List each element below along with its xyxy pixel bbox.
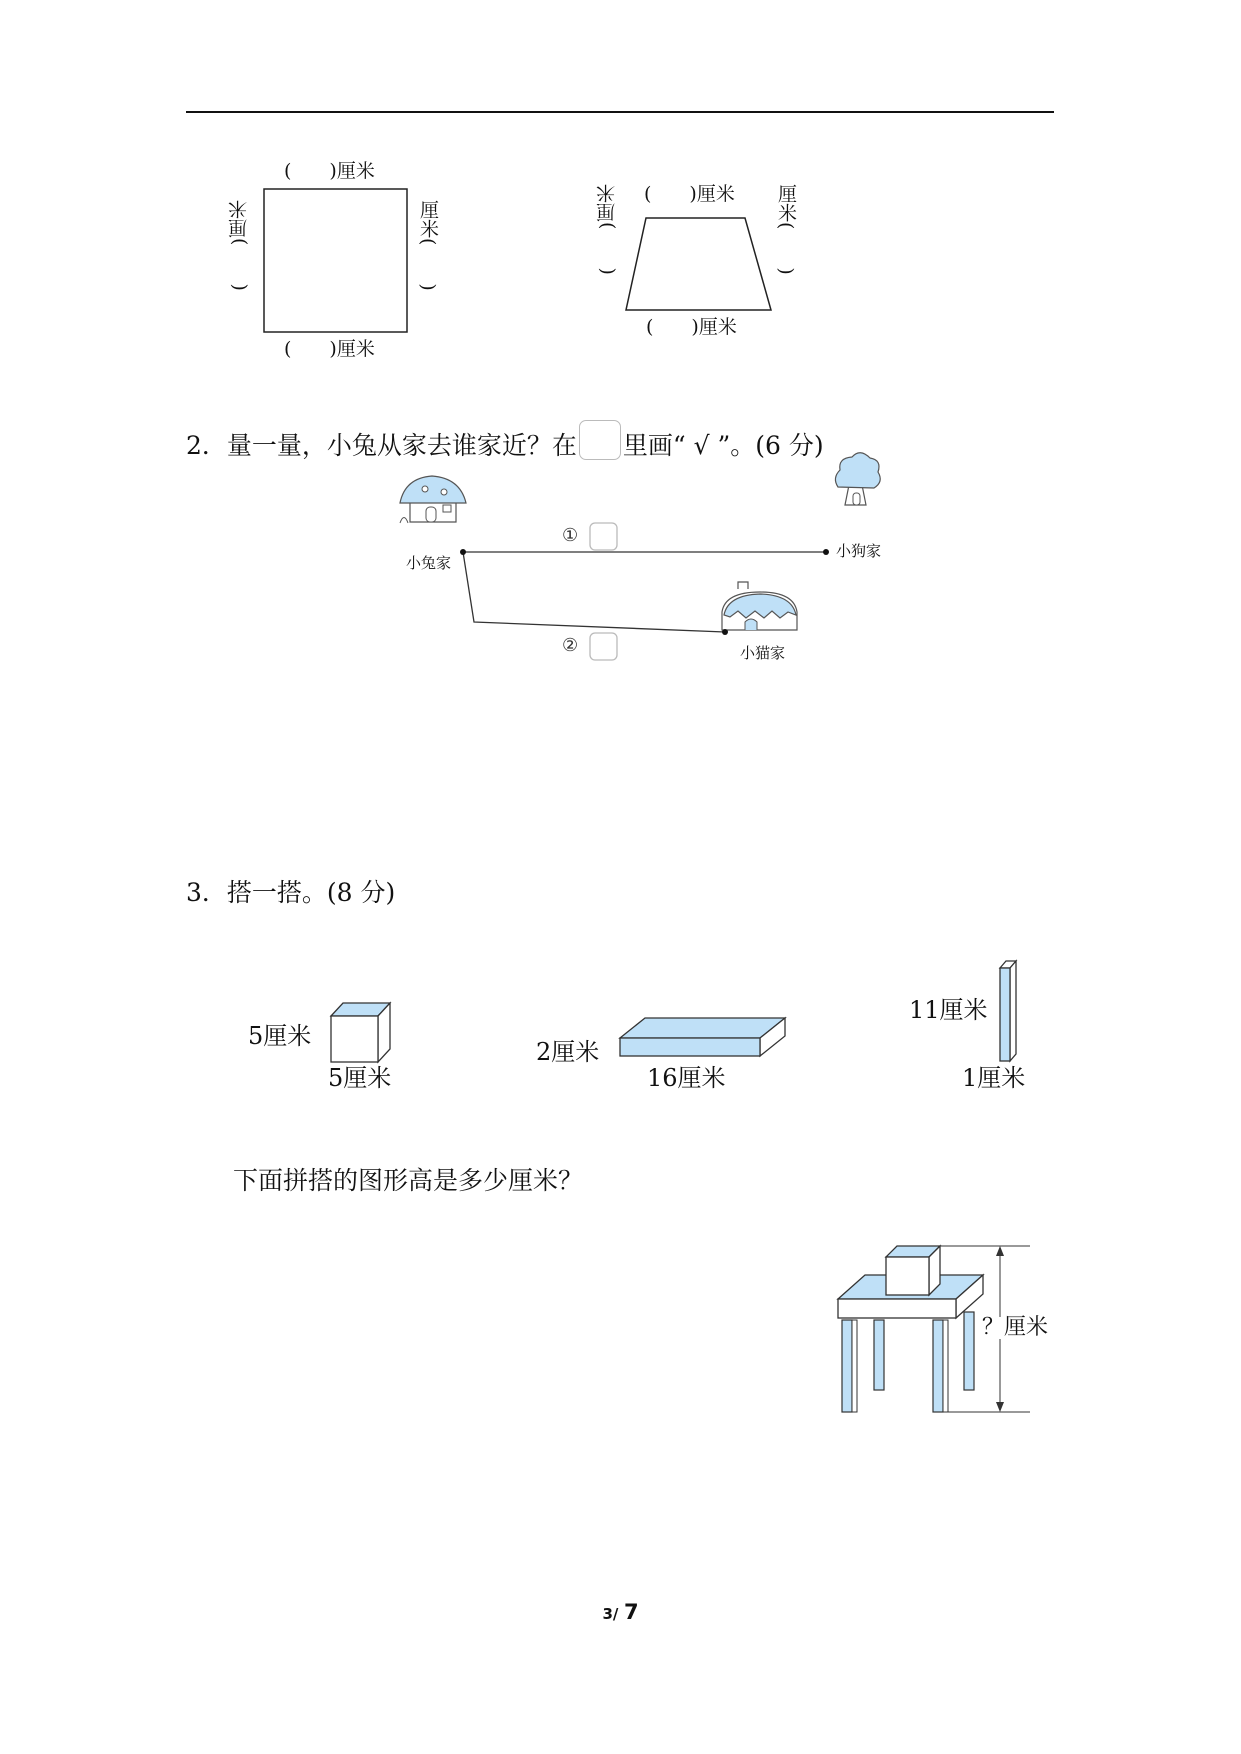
question-2-text-after: 里画“ √ ”。(6 分): [622, 431, 824, 460]
unit-text: 厘米: [336, 338, 375, 360]
unit-text: 厘米: [228, 200, 250, 238]
dog-home-label: 小狗家: [836, 542, 882, 560]
blank-paren: ( ): [284, 160, 337, 182]
cube-width-label: 5厘米: [328, 1064, 392, 1092]
unit-text: 厘米: [698, 316, 737, 338]
route-2-number: ②: [562, 635, 579, 656]
cat-home-label: 小猫家: [740, 644, 786, 662]
unit-text: 厘米: [336, 160, 375, 182]
cube-block: [331, 1003, 390, 1062]
question-3-subquestion: 下面拼搭的图形高是多少厘米？: [233, 1166, 584, 1195]
blank-paren: ( ): [228, 238, 250, 291]
rabbit-home-label: 小兔家: [406, 554, 452, 572]
unit-text: 厘米: [775, 184, 797, 222]
board-height-label: 2厘米: [536, 1038, 600, 1066]
stick-width-label: 1厘米: [962, 1064, 1026, 1092]
blank-paren: ( ): [646, 316, 699, 338]
blank-paren: ( ): [417, 238, 439, 291]
page-total: 7: [623, 1600, 639, 1624]
page-number: [0, 1600, 1241, 1624]
route-1-number: ①: [562, 525, 579, 546]
blank-paren: ( ): [775, 222, 797, 275]
unit-text: 厘米: [696, 183, 735, 205]
blank-paren: ( ): [596, 222, 618, 275]
stick-height-label: 11厘米: [909, 996, 988, 1024]
board-length-label: 16厘米: [647, 1064, 726, 1092]
cube-height-label: 5厘米: [248, 1022, 312, 1050]
stick-block: [1000, 961, 1016, 1061]
height-question-label: ？厘米: [982, 1315, 1049, 1340]
unit-text: 厘米: [417, 200, 439, 238]
page-current: 3/: [602, 1605, 619, 1623]
question-2-text-before: 2．量一量，小兔从家去谁家近？在: [186, 431, 577, 460]
board-block: [620, 1018, 785, 1056]
unit-text: 厘米: [596, 184, 618, 222]
question-3-title: 3．搭一搭。(8 分): [186, 878, 396, 907]
blank-paren: ( ): [644, 183, 697, 205]
blank-paren: ( ): [284, 338, 337, 360]
